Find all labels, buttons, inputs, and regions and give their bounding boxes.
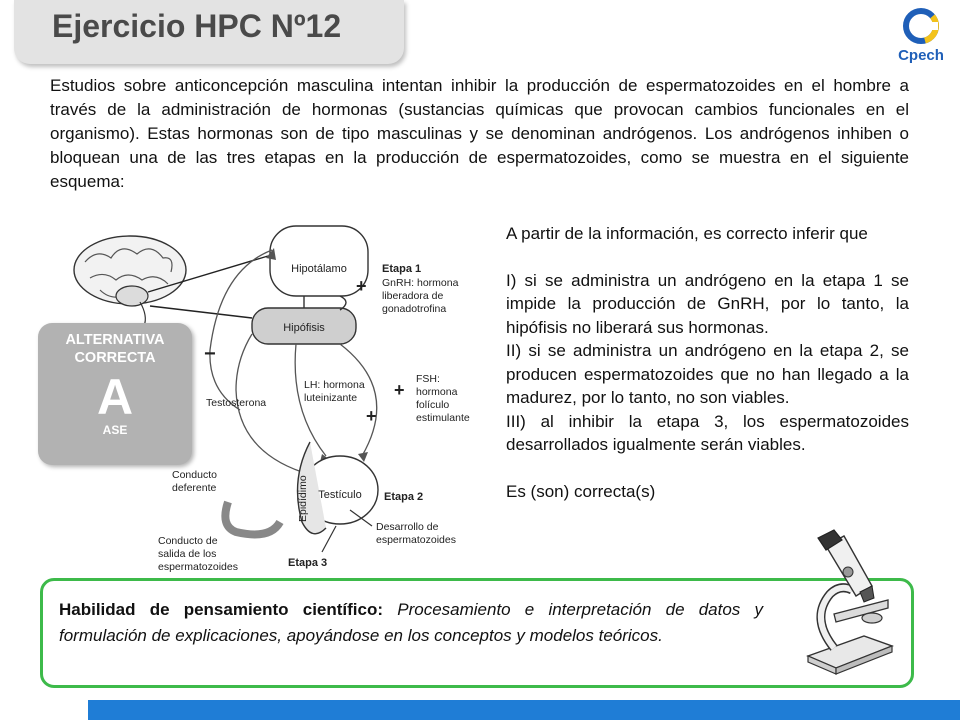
skill-text bbox=[59, 597, 763, 649]
stage1-label: Etapa 1 bbox=[382, 263, 422, 275]
answer-code: ASE bbox=[102, 423, 128, 437]
testosterone-label: Testosterona bbox=[206, 397, 267, 409]
lh-line-1: LH: hormona bbox=[304, 379, 365, 391]
intro-paragraph: Estudios sobre anticoncepción masculina intentan inhibir la producción de espermatozoides en el hombre a través de la administración de hormonas (sustancias químicas que provocan cambios funcionales en el organismo). Estas hormonas son de tipo masculinas y se denominan andrógenos. Los andrógenos inhiben o bloquean una de las tres etapas en la producción de espermatozoides, como se muestra en el siguiente esquema: bbox=[50, 76, 909, 191]
fsh-line-1: FSH: bbox=[416, 373, 440, 385]
page-title: Ejercicio HPC Nº12 bbox=[52, 8, 342, 44]
minus-sign: − bbox=[204, 343, 216, 365]
fsh-line-2: hormona bbox=[416, 386, 458, 398]
exit-line-2: salida de los bbox=[158, 548, 217, 560]
skill-label: Habilidad de pensamiento científico: bbox=[59, 600, 384, 619]
answer-letter: A bbox=[96, 369, 134, 425]
fsh-line-3: folículo bbox=[416, 399, 450, 411]
lh-line-2: luteinizante bbox=[304, 392, 358, 404]
question-option-1: I) si se administra un andrógeno en la etapa 1 se impide la producción de GnRH, por lo tanto, la hipófisis no liberará sus hormonas. bbox=[506, 270, 909, 337]
question-option-3: III) al inhibir la etapa 3, los espermatozoides desarrollados igualmente serán viables. bbox=[506, 411, 909, 454]
fsh-line-4: estimulante bbox=[416, 412, 470, 424]
sperm-dev-line-2: espermatozoides bbox=[376, 534, 456, 546]
hypothalamus-label: Hipotálamo bbox=[291, 263, 347, 275]
question-prompt: A partir de la información, es correcto inferir que bbox=[506, 224, 868, 243]
title-tab bbox=[14, 0, 404, 64]
microscope-icon bbox=[800, 528, 900, 678]
epididymis-label: Epidídimo bbox=[297, 475, 309, 522]
question-block bbox=[506, 222, 909, 503]
exit-line-1: Conducto de bbox=[158, 535, 218, 547]
question-closing: Es (son) correcta(s) bbox=[506, 481, 656, 501]
pituitary-label: Hipófisis bbox=[283, 322, 325, 334]
duct-line-1: Conducto bbox=[172, 469, 217, 481]
plus-sign-1: + bbox=[356, 276, 367, 296]
duct-line-2: deferente bbox=[172, 482, 217, 494]
skill-box bbox=[40, 578, 914, 688]
logo-text: Cpech bbox=[898, 47, 944, 64]
answer-label: ALTERNATIVA CORRECTA bbox=[65, 332, 165, 366]
testicle-label: Testículo bbox=[318, 489, 362, 501]
gnrh-line-2: liberadora de bbox=[382, 290, 444, 302]
exit-line-3: espermatozoides bbox=[158, 561, 238, 573]
question-option-2: II) si se administra un andrógeno en la etapa 2, se producen espermatozoides que no han llegado a la madurez, por lo tanto, no son viables. bbox=[506, 341, 909, 407]
brain-icon bbox=[74, 236, 186, 326]
gnrh-line-3: gonadotrofina bbox=[382, 303, 447, 315]
skill-description: Procesamiento e interpretación de datos y formulación de explicaciones, apoyándose en los conceptos y modelos teóricos. bbox=[59, 600, 763, 645]
plus-sign-3: + bbox=[394, 380, 405, 400]
stage2-label: Etapa 2 bbox=[384, 491, 424, 503]
answer-box bbox=[38, 323, 192, 465]
sperm-dev-line-1: Desarrollo de bbox=[376, 521, 439, 533]
footer-bar bbox=[88, 700, 960, 720]
gnrh-line-1: GnRH: hormona bbox=[382, 277, 459, 289]
cpech-logo-icon bbox=[890, 4, 952, 66]
plus-sign-2: + bbox=[366, 406, 377, 426]
stage3-label: Etapa 3 bbox=[288, 557, 328, 569]
hypothalamus-shape bbox=[270, 226, 368, 296]
